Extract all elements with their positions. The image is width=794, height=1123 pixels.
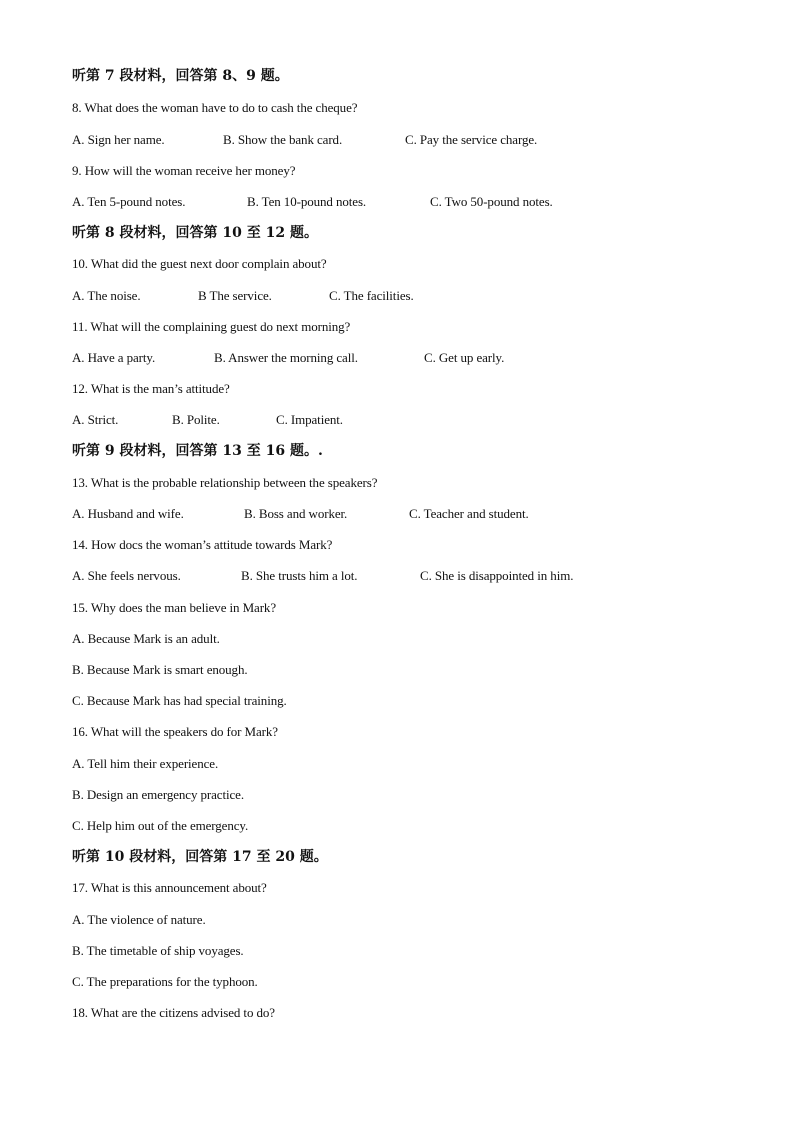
option-q13-b: B. Boss and worker. [244,506,348,521]
option-q10-c: C. The facilities. [329,288,414,303]
option-q15-c: C. Because Mark has had special training. [72,693,287,708]
option-q16-c: C. Help him out of the emergency. [72,818,249,833]
section-heading-10: 听第 10 段材料，回答第 17 至 20 题。 [72,849,328,865]
question-17: 17. What is this announcement about? [72,880,267,895]
option-q15-a: A. Because Mark is an adult. [72,631,220,646]
question-15: 15. Why does the man believe in Mark? [72,600,277,615]
option-q9-a: A. Ten 5-pound notes. [72,194,186,209]
options-q14 [72,568,712,584]
option-q16-a: A. Tell him their experience. [72,756,219,771]
question-9: 9. How will the woman receive her money? [72,163,296,178]
option-q16-b: B. Design an emergency practice. [72,787,244,802]
option-q11-b: B. Answer the morning call. [214,350,358,365]
section-heading-8: 听第 8 段材料，回答第 10 至 12 题。 [72,225,318,241]
option-q9-c: C. Two 50-pound notes. [430,194,553,209]
question-14: 14. How docs the woman’s attitude towards Mark? [72,537,333,552]
section-heading-9: 听第 9 段材料，回答第 13 至 16 题。. [72,443,323,459]
options-q13 [72,506,692,522]
option-q14-a: A. She feels nervous. [72,568,181,583]
option-q8-a: A. Sign her name. [72,132,165,147]
question-12: 12. What is the man’s attitude? [72,381,230,396]
question-13: 13. What is the probable relationship between the speakers? [72,475,378,490]
option-q14-b: B. She trusts him a lot. [241,568,358,583]
option-q11-c: C. Get up early. [424,350,505,365]
option-q13-c: C. Teacher and student. [409,506,529,521]
option-q10-b: B The service. [198,288,272,303]
option-q12-b: B. Polite. [172,412,220,427]
question-18: 18. What are the citizens advised to do? [72,1005,275,1020]
options-q8 [72,132,692,148]
option-q8-b: B. Show the bank card. [223,132,343,147]
question-8: 8. What does the woman have to do to cash the cheque? [72,100,358,115]
option-q9-b: B. Ten 10-pound notes. [247,194,367,209]
option-q15-b: B. Because Mark is smart enough. [72,662,248,677]
option-q8-c: C. Pay the service charge. [405,132,538,147]
option-q12-a: A. Strict. [72,412,119,427]
option-q12-c: C. Impatient. [276,412,343,427]
option-q13-a: A. Husband and wife. [72,506,184,521]
options-q9 [72,194,692,210]
section-heading-7: 听第 7 段材料，回答第 8、9 题。 [72,68,289,84]
option-q17-a: A. The violence of nature. [72,912,206,927]
option-q14-c: C. She is disappointed in him. [420,568,574,583]
option-q11-a: A. Have a party. [72,350,156,365]
options-q12 [72,412,692,428]
options-q10 [72,288,692,304]
option-q17-c: C. The preparations for the typhoon. [72,974,258,989]
question-16: 16. What will the speakers do for Mark? [72,724,278,739]
options-q11 [72,350,692,366]
question-10: 10. What did the guest next door complain about? [72,256,327,271]
question-11: 11. What will the complaining guest do next morning? [72,319,351,334]
option-q17-b: B. The timetable of ship voyages. [72,943,244,958]
option-q10-a: A. The noise. [72,288,141,303]
